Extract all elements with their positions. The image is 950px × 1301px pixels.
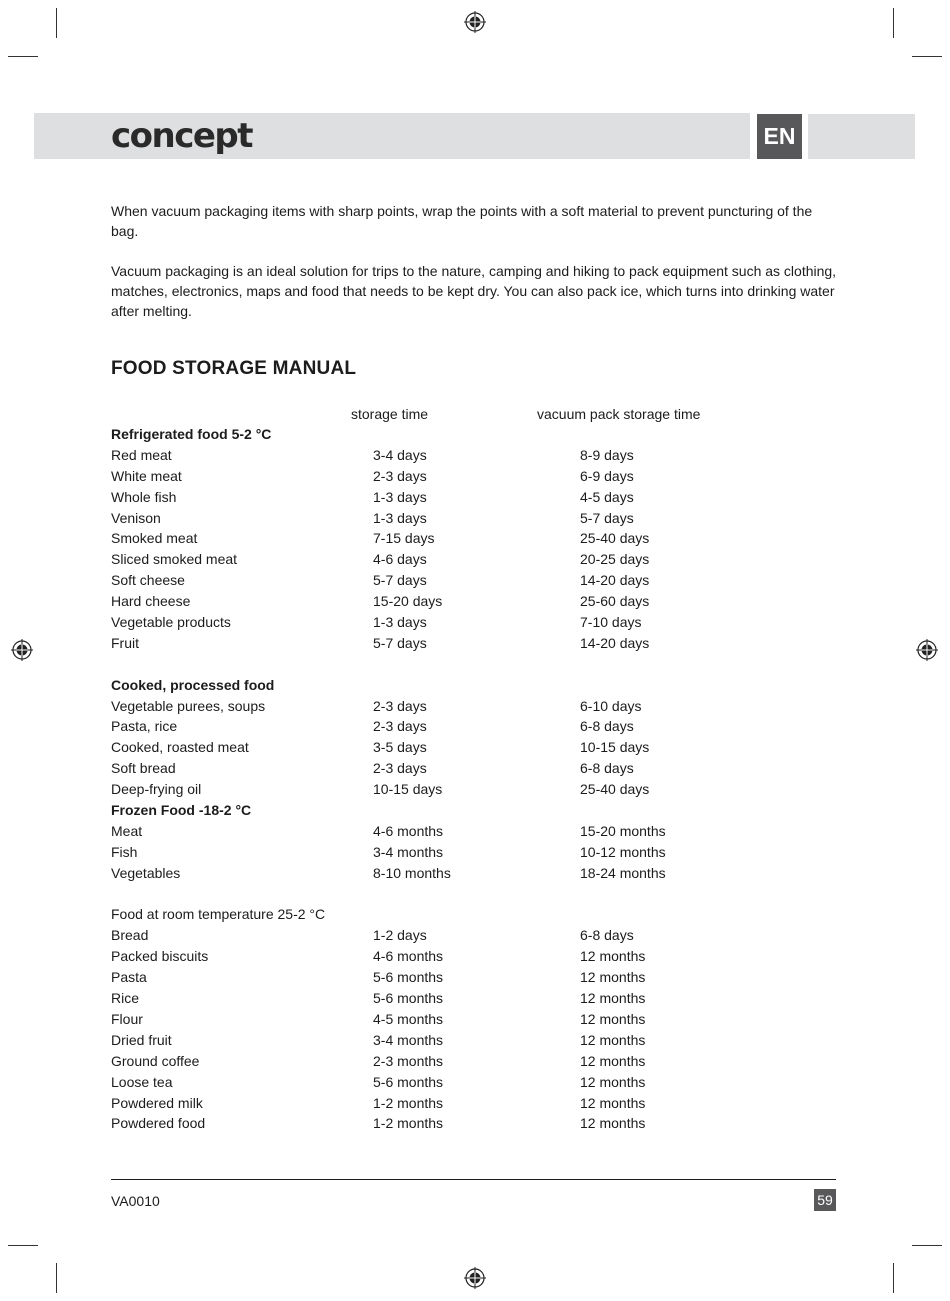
storage-time-cell: 3-4 months [373, 843, 444, 860]
storage-time-cell: 5-6 months [373, 969, 444, 986]
table-row [111, 466, 839, 487]
vacuum-time-cell: 12 months [580, 1073, 646, 1090]
food-item-cell: Food at room temperature 25-2 °C [111, 906, 326, 923]
table-row [111, 758, 839, 779]
crop-mark [893, 1263, 894, 1293]
food-item-cell: White meat [111, 467, 182, 484]
food-item-cell: Soft cheese [111, 572, 185, 589]
food-item-cell: Loose tea [111, 1073, 173, 1090]
storage-time-cell: 5-6 months [373, 990, 444, 1007]
vacuum-time-cell: 12 months [580, 969, 646, 986]
crop-mark [912, 56, 942, 57]
registration-mark-icon [464, 1267, 486, 1289]
vacuum-time-cell: 25-40 days [580, 530, 650, 547]
food-item-cell: Vegetable products [111, 614, 231, 631]
vacuum-time-cell: 20-25 days [580, 551, 650, 568]
header-band-right [808, 114, 915, 159]
storage-time-cell: 4-5 months [373, 1010, 444, 1027]
food-item-cell: Vegetables [111, 864, 181, 881]
vacuum-time-cell: 8-9 days [580, 446, 634, 463]
section-title: FOOD STORAGE MANUAL [111, 358, 357, 379]
storage-time-cell: 1-3 days [373, 488, 427, 505]
registration-mark-icon [11, 639, 33, 661]
storage-time-cell: 3-5 days [373, 739, 427, 756]
food-item-cell: Pasta [111, 969, 147, 986]
table-row [111, 988, 839, 1009]
food-item-cell: Frozen Food -18-2 °C [111, 802, 252, 819]
vacuum-time-cell: 12 months [580, 1031, 646, 1048]
food-item-cell: Powdered milk [111, 1094, 203, 1111]
food-item-cell: Fruit [111, 634, 139, 651]
table-row [111, 696, 839, 717]
table-section-header [111, 800, 839, 821]
crop-mark [56, 1263, 57, 1293]
storage-time-cell: 1-2 months [373, 1094, 444, 1111]
storage-time-cell: 7-15 days [373, 530, 435, 547]
storage-time-cell: 4-6 days [373, 551, 427, 568]
vacuum-time-cell: 12 months [580, 1010, 646, 1027]
storage-time-cell: 2-3 days [373, 718, 427, 735]
registration-mark-icon [464, 11, 486, 33]
storage-time-cell: 3-4 months [373, 1031, 444, 1048]
vacuum-time-cell: 12 months [580, 990, 646, 1007]
table-row [111, 549, 839, 570]
table-row [111, 1072, 839, 1093]
table-row [111, 1113, 839, 1134]
vacuum-time-cell: 14-20 days [580, 572, 650, 589]
table-row [111, 737, 839, 758]
table-row [111, 487, 839, 508]
table-row [111, 508, 839, 529]
registration-mark-icon [916, 639, 938, 661]
table-row [111, 1030, 839, 1051]
vacuum-time-cell: 6-8 days [580, 760, 634, 777]
table-row [111, 445, 839, 466]
food-item-cell: Fish [111, 843, 138, 860]
table-row [111, 528, 839, 549]
food-item-cell: Venison [111, 509, 161, 526]
table-row [111, 570, 839, 591]
vacuum-time-cell: 6-8 days [580, 718, 634, 735]
column-header-vacuum-time: vacuum pack storage time [537, 406, 701, 422]
storage-time-cell: 3-4 days [373, 446, 427, 463]
storage-time-cell: 4-6 months [373, 822, 444, 839]
table-row [111, 925, 839, 946]
table-row [111, 1009, 839, 1030]
storage-time-cell: 2-3 days [373, 467, 427, 484]
vacuum-time-cell: 25-40 days [580, 781, 650, 798]
food-item-cell: Deep-frying oil [111, 781, 202, 798]
table-row [111, 1051, 839, 1072]
vacuum-time-cell: 15-20 months [580, 822, 666, 839]
crop-mark [893, 8, 894, 38]
table-spacer [111, 654, 839, 675]
vacuum-time-cell: 12 months [580, 1115, 646, 1132]
food-item-cell: Bread [111, 927, 149, 944]
vacuum-time-cell: 7-10 days [580, 614, 642, 631]
food-item-cell: Dried fruit [111, 1031, 172, 1048]
crop-mark [912, 1245, 942, 1246]
intro-paragraph-travel: Vacuum packaging is an ideal solution for trips to the nature, camping and hiking to pack equipment such as clothing, matches, electronics, maps and food that needs to be kept dry. You can also pack ice, which turns into drinking water after melting. [111, 263, 837, 319]
vacuum-time-cell: 12 months [580, 1052, 646, 1069]
vacuum-time-cell: 10-12 months [580, 843, 666, 860]
storage-time-cell: 5-7 days [373, 634, 427, 651]
food-item-cell: Red meat [111, 446, 172, 463]
food-item-cell: Powdered food [111, 1115, 206, 1132]
food-item-cell: Cooked, roasted meat [111, 739, 249, 756]
food-item-cell: Flour [111, 1010, 143, 1027]
vacuum-time-cell: 12 months [580, 1094, 646, 1111]
table-row [111, 967, 839, 988]
food-item-cell: Soft bread [111, 760, 176, 777]
food-item-cell: Packed biscuits [111, 948, 209, 965]
table-row [111, 633, 839, 654]
table-section-header [111, 904, 839, 925]
storage-time-cell: 1-3 days [373, 614, 427, 631]
table-row [111, 946, 839, 967]
storage-time-cell: 8-10 months [373, 864, 451, 881]
vacuum-time-cell: 5-7 days [580, 509, 634, 526]
storage-time-cell: 4-6 months [373, 948, 444, 965]
table-section-header [111, 675, 839, 696]
storage-time-cell: 2-3 months [373, 1052, 444, 1069]
storage-table [111, 424, 839, 1134]
table-section-header [111, 424, 839, 445]
storage-time-cell: 10-15 days [373, 781, 443, 798]
vacuum-time-cell: 6-9 days [580, 467, 634, 484]
food-item-cell: Meat [111, 822, 143, 839]
storage-time-cell: 1-3 days [373, 509, 427, 526]
food-item-cell: Refrigerated food 5-2 °C [111, 426, 272, 442]
vacuum-time-cell: 10-15 days [580, 739, 650, 756]
table-row [111, 779, 839, 800]
vacuum-time-cell: 25-60 days [580, 593, 650, 610]
food-item-cell: Vegetable purees, soups [111, 697, 266, 714]
food-item-cell: Smoked meat [111, 530, 198, 547]
table-row [111, 842, 839, 863]
food-item-cell: Cooked, processed food [111, 676, 275, 693]
vacuum-time-cell: 6-8 days [580, 927, 634, 944]
table-row [111, 1093, 839, 1114]
storage-time-cell: 2-3 days [373, 697, 427, 714]
food-item-cell: Pasta, rice [111, 718, 178, 735]
vacuum-time-cell: 6-10 days [580, 697, 642, 714]
table-row [111, 821, 839, 842]
brand-logo: concept [111, 116, 253, 156]
table-spacer [111, 884, 839, 905]
food-item-cell: Rice [111, 990, 140, 1007]
table-row [111, 863, 839, 884]
food-item-cell: Whole fish [111, 488, 177, 505]
storage-time-cell: 2-3 days [373, 760, 427, 777]
storage-time-cell: 1-2 days [373, 927, 427, 944]
crop-mark [8, 56, 38, 57]
vacuum-time-cell: 18-24 months [580, 864, 666, 881]
vacuum-time-cell: 4-5 days [580, 488, 634, 505]
column-header-storage-time: storage time [351, 406, 429, 422]
table-row [111, 716, 839, 737]
storage-time-cell: 5-7 days [373, 572, 427, 589]
storage-time-cell: 15-20 days [373, 593, 443, 610]
vacuum-time-cell: 14-20 days [580, 634, 650, 651]
footer-divider [111, 1179, 836, 1180]
food-item-cell: Sliced smoked meat [111, 551, 238, 568]
food-item-cell: Hard cheese [111, 593, 191, 610]
table-row [111, 612, 839, 633]
vacuum-time-cell: 12 months [580, 948, 646, 965]
crop-mark [8, 1245, 38, 1246]
page-number: 59 [814, 1189, 836, 1211]
storage-time-cell: 1-2 months [373, 1115, 444, 1132]
intro-paragraph-sharp-points: When vacuum packaging items with sharp points, wrap the points with a soft material to prevent puncturing of the bag. [111, 203, 813, 239]
crop-mark [56, 8, 57, 38]
model-number: VA0010 [111, 1193, 160, 1209]
storage-time-cell: 5-6 months [373, 1073, 444, 1090]
language-badge: EN [757, 114, 802, 159]
food-item-cell: Ground coffee [111, 1052, 200, 1069]
table-row [111, 591, 839, 612]
